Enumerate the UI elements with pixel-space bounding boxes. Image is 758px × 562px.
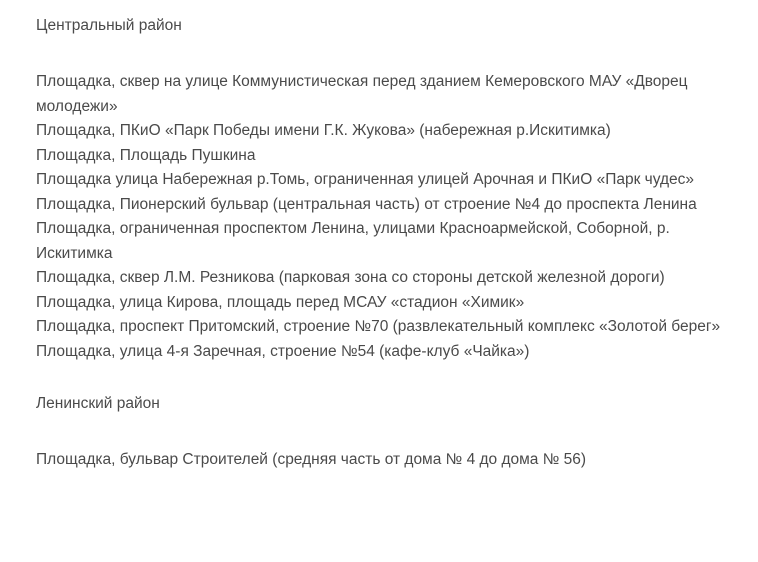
list-item: Площадка, ограниченная проспектом Ленина, улицами Красноармейской, Соборной, р. Искитимка bbox=[36, 220, 675, 262]
section-spacer bbox=[36, 364, 722, 392]
section-heading: Ленинский район bbox=[36, 395, 160, 412]
venue-list-central bbox=[36, 70, 722, 364]
section-leninsky-district bbox=[36, 392, 722, 473]
list-item: Площадка, сквер на улице Коммунистическая перед зданием Кемеровского МАУ «Дворец молодежи» bbox=[36, 73, 692, 115]
section-central-district bbox=[36, 14, 722, 364]
list-item: Площадка, улица 4-я Заречная, строение №54 (кафе-клуб «Чайка») bbox=[36, 342, 530, 360]
list-item: Площадка, ПКиО «Парк Победы имени Г.К. Жукова» (набережная р.Искитимка) bbox=[36, 122, 611, 139]
list-item: Площадка, сквер Л.М. Резникова (парковая зона со стороны детской железной дороги) bbox=[36, 269, 665, 286]
list-item: Площадка, Площадь Пушкина bbox=[36, 146, 256, 164]
heading-spacer bbox=[36, 38, 722, 70]
list-item: Площадка, Пионерский бульвар (центральная часть) от строение №4 до проспекта Ленина bbox=[36, 195, 697, 213]
list-item: Площадка, улица Кирова, площадь перед МСАУ «стадион «Химик» bbox=[36, 293, 525, 311]
list-item: Площадка улица Набережная р.Томь, ограниченная улицей Арочная и ПКиО «Парк чудес» bbox=[36, 171, 695, 188]
list-item: Площадка, проспект Притомский, строение №70 (развлекательный комплекс «Золотой берег» bbox=[36, 318, 721, 335]
heading-spacer bbox=[36, 416, 722, 448]
venue-list-leninsky bbox=[36, 448, 722, 473]
list-item: Площадка, бульвар Строителей (средняя часть от дома № 4 до дома № 56) bbox=[36, 451, 587, 468]
section-heading: Центральный район bbox=[36, 17, 182, 34]
